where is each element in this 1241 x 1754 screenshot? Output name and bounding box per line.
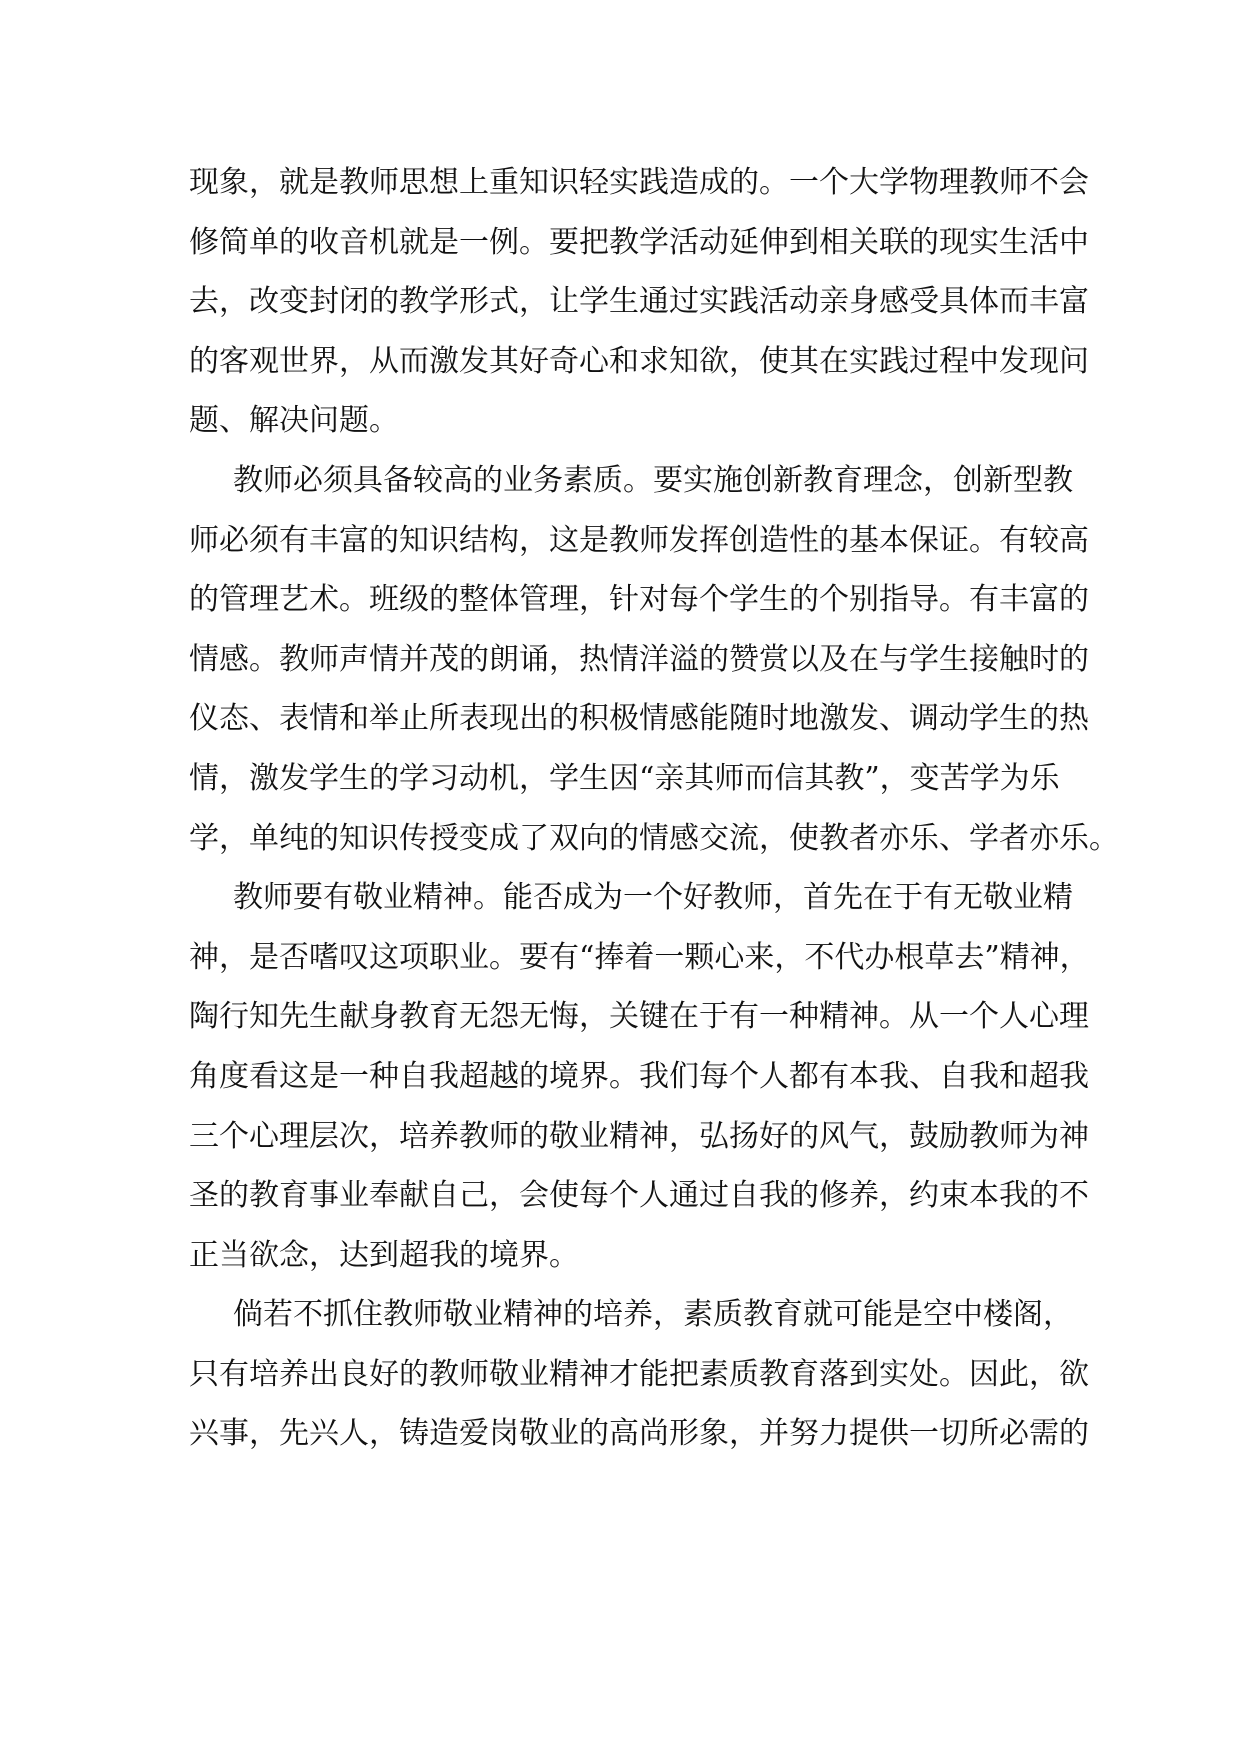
- paragraph-1-line-2: 修简单的收音机就是一例。要把教学活动延伸到相关联的现实生活中: [189, 224, 1089, 260]
- paragraph-2-line-4: 情感。教师声情并茂的朗诵，热情洋溢的赞赏以及在与学生接触时的: [189, 641, 1089, 677]
- paragraph-2-line-1: 教师必须具备较高的业务素质。要实施创新教育理念，创新型教: [233, 462, 1073, 498]
- paragraph-1-line-4: 的客观世界，从而激发其好奇心和求知欲，使其在实践过程中发现问: [189, 343, 1089, 379]
- paragraph-3-line-7: 正当欲念，达到超我的境界。: [189, 1237, 579, 1273]
- paragraph-3-line-1: 教师要有敬业精神。能否成为一个好教师，首先在于有无敬业精: [233, 880, 1073, 916]
- paragraph-1-line-5: 题、解决问题。: [189, 403, 399, 439]
- paragraph-4-line-3: 兴事，先兴人，铸造爱岗敬业的高尚形象，并努力提供一切所必需的: [189, 1416, 1089, 1452]
- paragraph-1-line-1: 现象，就是教师思想上重知识轻实践造成的。一个大学物理教师不会: [189, 165, 1089, 200]
- paragraph-4-line-1: 倘若不抓住教师敬业精神的培养，素质教育就可能是空中楼阁，: [233, 1297, 1073, 1333]
- paragraph-3-line-3: 陶行知先生献身教育无怨无悔，关键在于有一种精神。从一个人心理: [189, 999, 1089, 1035]
- paragraph-3-line-4: 角度看这是一种自我超越的境界。我们每个人都有本我、自我和超我: [189, 1058, 1089, 1094]
- paragraph-1-line-3: 去，改变封闭的教学形式，让学生通过实践活动亲身感受具体而丰富: [189, 284, 1089, 320]
- paragraph-2-line-2: 师必须有丰富的知识结构，这是教师发挥创造性的基本保证。有较高: [189, 522, 1089, 558]
- paragraph-2-line-5: 仪态、表情和举止所表现出的积极情感能随时地激发、调动学生的热: [189, 701, 1089, 737]
- paragraph-3-line-2: 神，是否嗜叹这项职业。要有“捧着一颗心来，不代办根草去”精神，: [189, 939, 1090, 975]
- paragraph-2-line-6: 情，激发学生的学习动机，学生因“亲其师而信其教”，变苦学为乐: [189, 760, 1060, 796]
- paragraph-4-line-2: 只有培养出良好的教师敬业精神才能把素质教育落到实处。因此，欲: [189, 1356, 1089, 1392]
- paragraph-3-line-5: 三个心理层次，培养教师的敬业精神，弘扬好的风气，鼓励教师为神: [189, 1118, 1089, 1154]
- paragraph-2-line-3: 的管理艺术。班级的整体管理，针对每个学生的个别指导。有丰富的: [189, 582, 1089, 618]
- paragraph-2-line-7: 学，单纯的知识传授变成了双向的情感交流，使教者亦乐、学者亦乐。: [189, 820, 1119, 856]
- document-body: [189, 165, 1119, 1479]
- paragraph-3-line-6: 圣的教育事业奉献自己，会使每个人通过自我的修养，约束本我的不: [189, 1178, 1089, 1214]
